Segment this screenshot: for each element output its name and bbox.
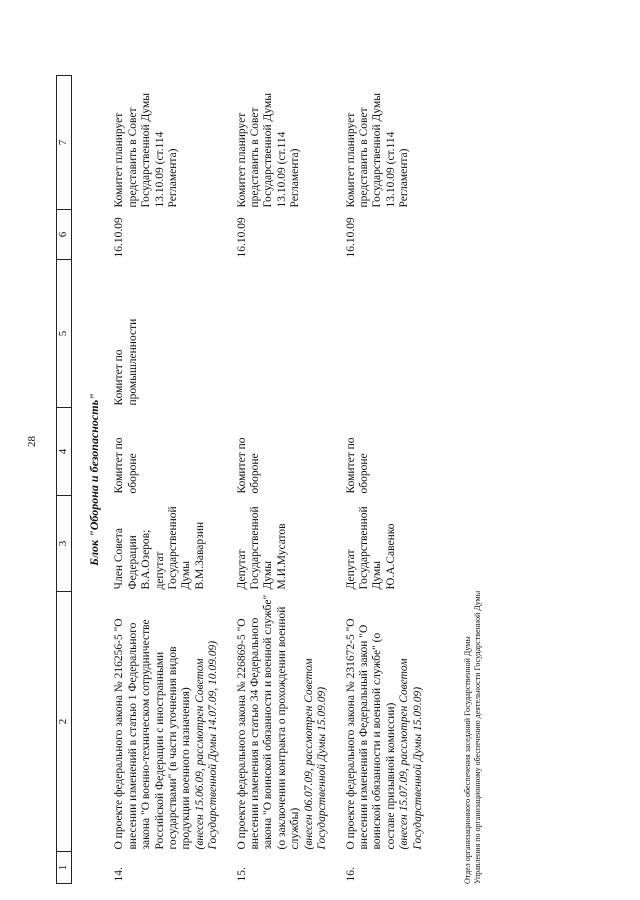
remark: Комитет планирует представить в Совет Государственной Думы 13.10.09 (ст.114 Регламента) [344, 93, 411, 208]
row-number: 16. [344, 867, 357, 882]
date: 16.10.09 [235, 217, 248, 258]
table-row [236, 76, 345, 884]
footer [463, 591, 483, 884]
section-row [72, 76, 114, 884]
date: 16.10.09 [344, 217, 357, 258]
co-committee [236, 260, 345, 408]
bill-author: Депутат Государственной Думы Ю.А.Савенко [344, 506, 397, 590]
bill-author: Член Совета Федерации В.А.Озеров; депутат Государственной Думы В.М.Заварзин [113, 506, 206, 590]
column-header: 7 [57, 76, 72, 210]
column-header: 6 [57, 210, 72, 260]
bill-description [236, 592, 345, 852]
bill-title: О проекте федерального закона № 231672-5 "О внесении изменений в Федеральный закон "О воинской обязанности и военной службе" (о составе призывной комиссии) [344, 618, 397, 850]
co-committee [345, 260, 440, 408]
bill-description [113, 592, 235, 852]
co-committee: Комитет по промышленности [113, 318, 139, 406]
section-title: Блок "Оборона и безопасность" [87, 393, 101, 566]
footer-line: Отдел организационного обеспечения заседаний Государственной Думы [463, 636, 472, 884]
responsible-committee: Комитет по обороне [344, 437, 370, 494]
footer-line: Управления по организационному обеспечению деятельности Государственной Думы [473, 590, 482, 884]
column-header-row [57, 76, 72, 884]
bill-note: (внесен 15.07.09, рассмотрен Советом Государственной Думы 15.09.09) [398, 658, 424, 850]
column-header: 2 [57, 592, 72, 852]
rotated-document-page [56, 16, 488, 884]
remark: Комитет планирует представить в Совет Государственной Думы 13.10.09 (ст.114 Регламента) [113, 93, 180, 208]
bill-note: (внесен 06.07.09, рассмотрен Советом Государственной Думы 15.09.09) [302, 658, 329, 850]
table-row [113, 76, 235, 884]
row-number: 15. [235, 867, 248, 882]
column-header: 4 [57, 408, 72, 496]
column-header: 1 [57, 852, 72, 884]
responsible-committee: Комитет по обороне [235, 437, 262, 494]
row-number: 14. [113, 867, 126, 882]
responsible-committee: Комитет по обороне [113, 437, 139, 494]
bill-title: О проекте федерального закона № 226869-5 "О внесении изменения в статью 34 Федерального закона "О воинской обязанности и военной службе" (о заключении контракта о прохождении военной службы) [235, 594, 302, 850]
remark: Комитет планирует представить в Совет Государственной Думы 13.10.09 (ст.114 Регламента) [235, 93, 302, 208]
column-header: 3 [57, 496, 72, 592]
date: 16.10.09 [113, 217, 126, 258]
table-row [345, 76, 440, 884]
bill-description [345, 592, 440, 852]
column-header: 5 [57, 260, 72, 408]
bill-title: О проекте федерального закона № 216256-5 "О внесении изменений в статью 1 Федерального закона "О военно-техническом сотрудничестве Российской Федерации с иностранными государствами" (в части уточнения видов продукции военного назначения) [113, 618, 193, 850]
agenda-table [56, 75, 440, 884]
bill-note: (внесен 15.06.09, рассмотрен Советом Государственной Думы 14.07.09, 10.09.09) [193, 640, 220, 850]
bill-author: Депутат Государственной Думы М.И.Мусатов [235, 506, 288, 590]
page-number: 28 [26, 436, 38, 447]
